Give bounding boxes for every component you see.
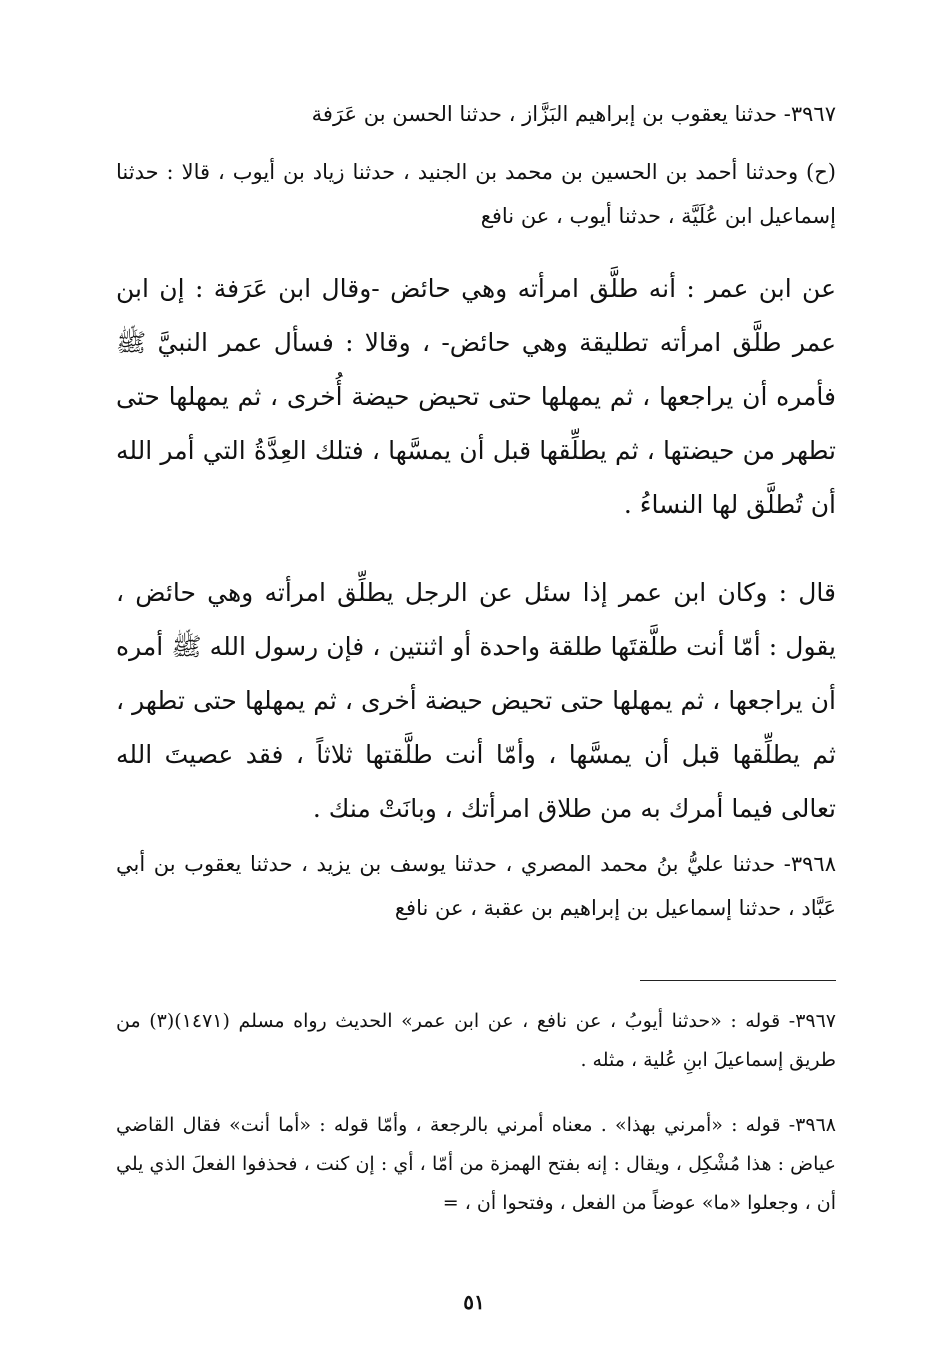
hadith-3967-text: عن ابن عمر : أنه طلَّق امرأته وهي حائض -وقال ابن عَرَفة : إن ابن عمر طلَّق امرأته تطليقة وهي حائض- ، وقالا : فسأل عمر النبيَّ ﷺ فأمره أن يراجعها ، ثم يمهلها حتى تحيض حيضة أُخرى ، ثم يمهلها حتى تطهر من حيضتها ، ثم يطلِّقها قبل أن يمسَّها ، فتلك العِدَّةُ التي أمر الله أن تُطلَّق لها النساءُ . xyxy=(116,274,836,519)
hadith-3967-chain: ٣٩٦٧- حدثنا يعقوب بن إبراهيم البَزَّاز ، حدثنا الحسن بن عَرَفة xyxy=(311,102,836,126)
footnote-3968: ٣٩٦٨- قوله : «أمرني بهذا» . معناه أمرني بالرجعة ، وأمّا قوله : «أما أنت» فقال القاضي عياض : هذا مُشْكِل ، ويقال : إنه بفتح الهمزة من أمّا ، أي : إن كنت ، فحذفوا الفعلَ الذي يلي أن ، وجعلوا «ما» عوضاً من الفعل ، وفتحوا أن ، = xyxy=(116,1114,836,1214)
page-number: ٥١ xyxy=(463,1290,485,1314)
footnote-3967: ٣٩٦٧- قوله : «حدثنا أيوبُ ، عن نافع ، عن ابن عمر» الحديث رواه مسلم (١٤٧١)(٣) من طريق إسماعيلَ ابنِ عُلية ، مثله . xyxy=(116,1010,837,1071)
footnote-divider xyxy=(640,980,836,981)
hadith-3967-alt-chain: (ح) وحدثنا أحمد بن الحسين بن محمد بن الجنيد ، حدثنا زياد بن أيوب ، قالا : حدثنا إسماعيل ابن عُلَيَّة ، حدثنا أيوب ، عن نافع xyxy=(116,160,836,228)
hadith-3968-chain: ٣٩٦٨- حدثنا عليُّ بنُ محمد المصري ، حدثنا يوسف بن يزيد ، حدثنا يعقوب بن أبي عَبَّاد ، حدثنا إسماعيل بن إبراهيم بن عقبة ، عن نافع xyxy=(116,852,836,920)
hadith-3967-text-continued: قال : وكان ابن عمر إذا سئل عن الرجل يطلِّق امرأته وهي حائض ، يقول : أمّا أنت طلَّقتَها طلقة واحدة أو اثنتين ، فإن رسول الله ﷺ أمره أن يراجعها ، ثم يمهلها حتى تحيض حيضة أخرى ، ثم يمهلها حتى تطهر ، ثم يطلِّقها قبل أن يمسَّها ، وأمّا أنت طلَّقتها ثلاثاً ، فقد عصيتَ الله تعالى فيما أمرك به من طلاق امرأتك ، وبانَتْ منك . xyxy=(116,578,836,823)
